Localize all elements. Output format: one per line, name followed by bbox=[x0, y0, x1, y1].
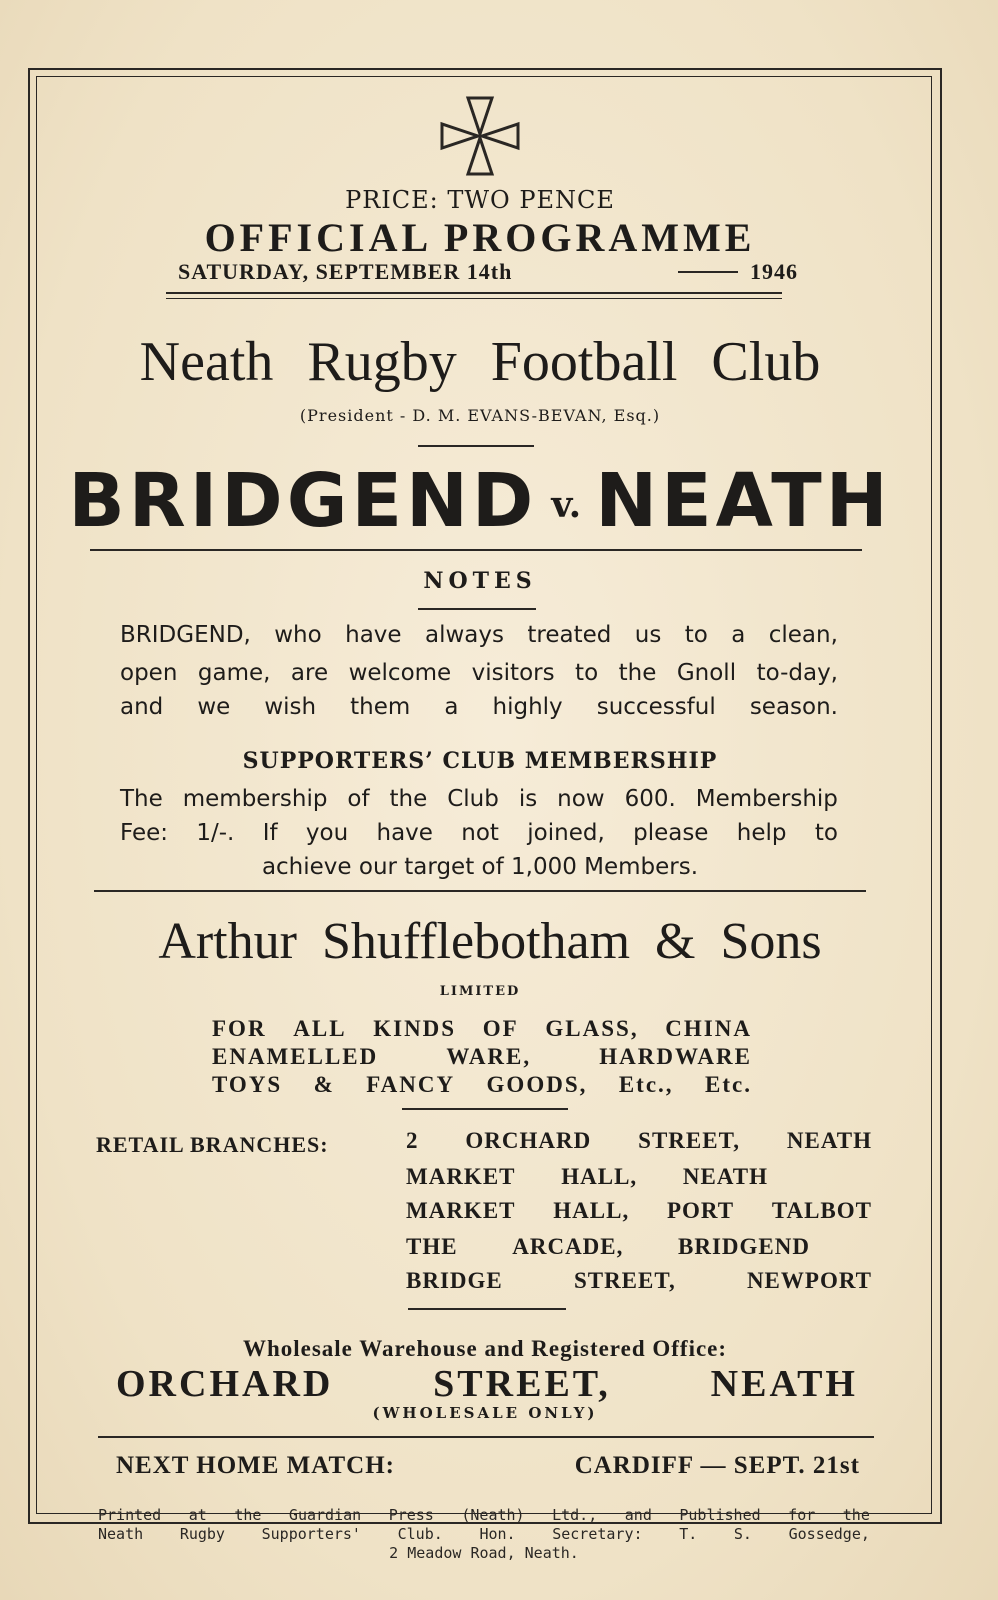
branches-rule bbox=[408, 1308, 566, 1310]
versus-label: v. bbox=[551, 484, 582, 527]
match-date bbox=[178, 259, 798, 285]
next-match-opponent: CARDIFF — SEPT. 21st bbox=[574, 1452, 860, 1479]
wholesale-address: ORCHARD STREET, NEATH bbox=[116, 1363, 858, 1405]
price-label: PRICE: TWO PENCE bbox=[345, 186, 615, 214]
next-home-match bbox=[116, 1452, 860, 1480]
notes-line-3: and we wish them a highly successful season. bbox=[120, 694, 838, 720]
notes-line-1: BRIDGEND, who have always treated us to a clean, bbox=[120, 622, 838, 648]
branch-5: BRIDGE STREET, NEWPORT bbox=[406, 1268, 872, 1293]
printer-imprint bbox=[98, 1506, 870, 1563]
supporters-line-3: achieve our target of 1,000 Members. bbox=[261, 854, 699, 880]
printer-line-2: Neath Rugby Supporters' Club. Hon. Secretary: T. S. Gossedge, bbox=[98, 1525, 870, 1543]
notes-rule bbox=[418, 608, 536, 610]
club-president: (President - D. M. EVANS-BEVAN, Esq.) bbox=[299, 406, 661, 425]
match-rule bbox=[90, 549, 862, 551]
branch-1: 2 ORCHARD STREET, NEATH bbox=[406, 1128, 872, 1153]
maltese-cross-icon bbox=[438, 94, 522, 178]
president-rule bbox=[418, 445, 534, 447]
next-match-label: NEXT HOME MATCH: bbox=[116, 1452, 395, 1479]
company-name: Arthur Shufflebotham & Sons bbox=[158, 913, 822, 970]
club-name: Neath Rugby Football Club bbox=[139, 331, 821, 393]
notes-line-2: open game, are welcome visitors to the Gnoll to-day, bbox=[120, 660, 838, 686]
printer-line-1: Printed at the Guardian Press (Neath) Ltd., and Published for the bbox=[98, 1506, 870, 1524]
header-rule-2 bbox=[166, 298, 782, 299]
header-rule-1 bbox=[166, 292, 782, 294]
printer-line-3: 2 Meadow Road, Neath. bbox=[389, 1544, 579, 1562]
wholesale-heading: Wholesale Warehouse and Registered Office: bbox=[242, 1336, 728, 1361]
programme-title: OFFICIAL PROGRAMME bbox=[204, 215, 756, 260]
supporters-line-2: Fee: 1/-. If you have not joined, please help to bbox=[120, 820, 838, 846]
advert-rule bbox=[94, 890, 866, 892]
supporters-heading: SUPPORTERS’ CLUB MEMBERSHIP bbox=[242, 748, 718, 774]
goods-line-3: TOYS & FANCY GOODS, Etc., Etc. bbox=[212, 1072, 752, 1097]
wholesale-only-note: (WHOLESALE ONLY) bbox=[372, 1404, 598, 1422]
date-dash bbox=[678, 271, 738, 273]
home-team: BRIDGEND bbox=[68, 458, 538, 544]
goods-line-2: ENAMELLED WARE, HARDWARE bbox=[212, 1044, 752, 1069]
goods-line-1: FOR ALL KINDS OF GLASS, CHINA bbox=[212, 1016, 752, 1041]
date-year: 1946 bbox=[750, 259, 798, 284]
date-text: SATURDAY, SEPTEMBER 14th bbox=[178, 259, 513, 284]
branch-4: THE ARCADE, BRIDGEND bbox=[406, 1234, 810, 1259]
branch-3: MARKET HALL, PORT TALBOT bbox=[406, 1198, 872, 1223]
away-team: NEATH bbox=[595, 458, 892, 544]
notes-heading: NOTES bbox=[423, 568, 537, 594]
match-heading bbox=[0, 458, 960, 544]
branch-2: MARKET HALL, NEATH bbox=[406, 1164, 768, 1189]
supporters-line-1: The membership of the Club is now 600. Membership bbox=[120, 786, 838, 812]
retail-branches-label: RETAIL BRANCHES: bbox=[96, 1132, 329, 1157]
next-match-rule bbox=[98, 1436, 874, 1438]
company-limited: LIMITED bbox=[439, 984, 521, 999]
goods-rule bbox=[402, 1108, 568, 1110]
